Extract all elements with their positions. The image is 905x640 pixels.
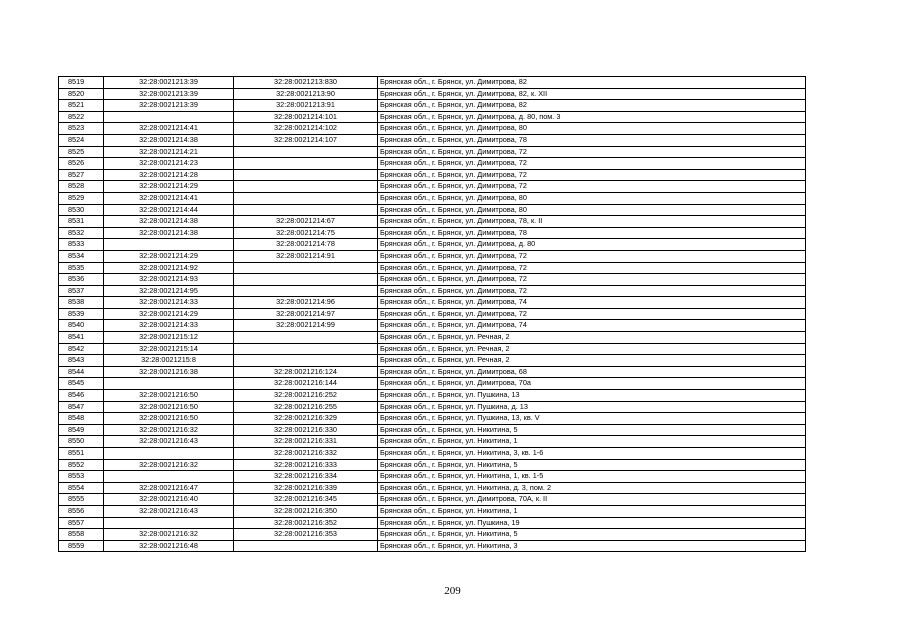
row-number-cell: 8547 xyxy=(59,401,104,413)
registry-table xyxy=(58,76,806,552)
row-number-cell: 8535 xyxy=(59,262,104,274)
address-cell: Брянская обл., г. Брянск, ул. Димитрова, 80 xyxy=(378,204,806,216)
address-cell: Брянская обл., г. Брянск, ул. Димитрова, 70А, к. II xyxy=(378,494,806,506)
row-number-cell: 8529 xyxy=(59,192,104,204)
cadastral-number-cell xyxy=(234,158,378,170)
address-cell: Брянская обл., г. Брянск, ул. Пушкина, 13, кв. V xyxy=(378,413,806,425)
cadastral-number-cell xyxy=(234,181,378,193)
parent-cadastral-number-cell xyxy=(104,448,234,460)
cadastral-number-cell: 32:28:0021216:350 xyxy=(234,505,378,517)
cadastral-number-cell: 32:28:0021216:252 xyxy=(234,390,378,402)
parent-cadastral-number-cell: 32:28:0021214:44 xyxy=(104,204,234,216)
row-number-cell: 8554 xyxy=(59,482,104,494)
table-row xyxy=(59,505,806,517)
address-cell: Брянская обл., г. Брянск, ул. Димитрова, 68 xyxy=(378,366,806,378)
table-row xyxy=(59,158,806,170)
cadastral-number-cell: 32:28:0021216:339 xyxy=(234,482,378,494)
cadastral-number-cell xyxy=(234,332,378,344)
address-cell: Брянская обл., г. Брянск, ул. Димитрова, 82 xyxy=(378,77,806,89)
address-cell: Брянская обл., г. Брянск, ул. Димитрова, 72 xyxy=(378,308,806,320)
cadastral-number-cell xyxy=(234,262,378,274)
address-cell: Брянская обл., г. Брянск, ул. Димитрова, 74 xyxy=(378,320,806,332)
parent-cadastral-number-cell: 32:28:0021214:95 xyxy=(104,285,234,297)
cadastral-number-cell: 32:28:0021214:102 xyxy=(234,123,378,135)
table-row xyxy=(59,308,806,320)
row-number-cell: 8539 xyxy=(59,308,104,320)
row-number-cell: 8549 xyxy=(59,424,104,436)
parent-cadastral-number-cell: 32:28:0021214:28 xyxy=(104,169,234,181)
table-row xyxy=(59,227,806,239)
address-cell: Брянская обл., г. Брянск, ул. Никитина, 1 xyxy=(378,436,806,448)
address-cell: Брянская обл., г. Брянск, ул. Никитина, 5 xyxy=(378,529,806,541)
address-cell: Брянская обл., г. Брянск, ул. Димитрова, д. 80 xyxy=(378,239,806,251)
address-cell: Брянская обл., г. Брянск, ул. Никитина, 5 xyxy=(378,459,806,471)
row-number-cell: 8544 xyxy=(59,366,104,378)
row-number-cell: 8533 xyxy=(59,239,104,251)
row-number-cell: 8531 xyxy=(59,216,104,228)
parent-cadastral-number-cell: 32:28:0021214:33 xyxy=(104,297,234,309)
cadastral-number-cell: 32:28:0021214:75 xyxy=(234,227,378,239)
cadastral-number-cell: 32:28:0021214:101 xyxy=(234,111,378,123)
row-number-cell: 8553 xyxy=(59,471,104,483)
address-cell: Брянская обл., г. Брянск, ул. Димитрова, 82, к. XII xyxy=(378,88,806,100)
address-cell: Брянская обл., г. Брянск, ул. Димитрова, 72 xyxy=(378,285,806,297)
row-number-cell: 8525 xyxy=(59,146,104,158)
registry-table-body xyxy=(59,77,806,552)
table-row xyxy=(59,146,806,158)
parent-cadastral-number-cell: 32:28:0021216:32 xyxy=(104,459,234,471)
row-number-cell: 8521 xyxy=(59,100,104,112)
parent-cadastral-number-cell: 32:28:0021213:39 xyxy=(104,100,234,112)
row-number-cell: 8555 xyxy=(59,494,104,506)
parent-cadastral-number-cell: 32:28:0021216:50 xyxy=(104,413,234,425)
address-cell: Брянская обл., г. Брянск, ул. Димитрова, 70а xyxy=(378,378,806,390)
address-cell: Брянская обл., г. Брянск, ул. Никитина, 5 xyxy=(378,424,806,436)
address-cell: Брянская обл., г. Брянск, ул. Димитрова, 72 xyxy=(378,146,806,158)
parent-cadastral-number-cell xyxy=(104,378,234,390)
address-cell: Брянская обл., г. Брянск, ул. Никитина, 1, кв. 1-5 xyxy=(378,471,806,483)
table-row xyxy=(59,285,806,297)
table-row xyxy=(59,529,806,541)
address-cell: Брянская обл., г. Брянск, ул. Димитрова, д. 80, пом. 3 xyxy=(378,111,806,123)
row-number-cell: 8527 xyxy=(59,169,104,181)
table-row xyxy=(59,401,806,413)
row-number-cell: 8552 xyxy=(59,459,104,471)
address-cell: Брянская обл., г. Брянск, ул. Димитрова, 72 xyxy=(378,250,806,262)
row-number-cell: 8528 xyxy=(59,181,104,193)
address-cell: Брянская обл., г. Брянск, ул. Димитрова, 78, к. II xyxy=(378,216,806,228)
address-cell: Брянская обл., г. Брянск, ул. Никитина, д. 3, пом. 2 xyxy=(378,482,806,494)
parent-cadastral-number-cell: 32:28:0021215:14 xyxy=(104,343,234,355)
address-cell: Брянская обл., г. Брянск, ул. Никитина, 3, кв. 1-6 xyxy=(378,448,806,460)
table-row xyxy=(59,390,806,402)
cadastral-number-cell: 32:28:0021216:124 xyxy=(234,366,378,378)
table-row xyxy=(59,134,806,146)
row-number-cell: 8550 xyxy=(59,436,104,448)
address-cell: Брянская обл., г. Брянск, ул. Пушкина, д. 13 xyxy=(378,401,806,413)
cadastral-number-cell: 32:28:0021214:91 xyxy=(234,250,378,262)
row-number-cell: 8541 xyxy=(59,332,104,344)
table-row xyxy=(59,355,806,367)
row-number-cell: 8534 xyxy=(59,250,104,262)
cadastral-number-cell: 32:28:0021214:99 xyxy=(234,320,378,332)
cadastral-number-cell: 32:28:0021214:107 xyxy=(234,134,378,146)
address-cell: Брянская обл., г. Брянск, ул. Димитрова, 72 xyxy=(378,181,806,193)
cadastral-number-cell: 32:28:0021214:96 xyxy=(234,297,378,309)
address-cell: Брянская обл., г. Брянск, ул. Димитрова, 80 xyxy=(378,123,806,135)
cadastral-number-cell: 32:28:0021216:329 xyxy=(234,413,378,425)
cadastral-number-cell: 32:28:0021216:331 xyxy=(234,436,378,448)
row-number-cell: 8559 xyxy=(59,540,104,552)
row-number-cell: 8532 xyxy=(59,227,104,239)
parent-cadastral-number-cell: 32:28:0021216:50 xyxy=(104,390,234,402)
parent-cadastral-number-cell: 32:28:0021214:21 xyxy=(104,146,234,158)
table-row xyxy=(59,343,806,355)
cadastral-number-cell xyxy=(234,192,378,204)
parent-cadastral-number-cell: 32:28:0021215:8 xyxy=(104,355,234,367)
address-cell: Брянская обл., г. Брянск, ул. Димитрова, 72 xyxy=(378,169,806,181)
cadastral-number-cell: 32:28:0021213:830 xyxy=(234,77,378,89)
address-cell: Брянская обл., г. Брянск, ул. Димитрова, 78 xyxy=(378,134,806,146)
row-number-cell: 8526 xyxy=(59,158,104,170)
parent-cadastral-number-cell: 32:28:0021215:12 xyxy=(104,332,234,344)
table-row xyxy=(59,471,806,483)
row-number-cell: 8536 xyxy=(59,274,104,286)
table-row xyxy=(59,250,806,262)
parent-cadastral-number-cell xyxy=(104,111,234,123)
table-row xyxy=(59,111,806,123)
cadastral-number-cell xyxy=(234,204,378,216)
table-row xyxy=(59,88,806,100)
parent-cadastral-number-cell: 32:28:0021214:38 xyxy=(104,216,234,228)
row-number-cell: 8548 xyxy=(59,413,104,425)
row-number-cell: 8542 xyxy=(59,343,104,355)
table-row xyxy=(59,123,806,135)
cadastral-number-cell: 32:28:0021216:334 xyxy=(234,471,378,483)
cadastral-number-cell: 32:28:0021216:333 xyxy=(234,459,378,471)
parent-cadastral-number-cell: 32:28:0021214:41 xyxy=(104,123,234,135)
table-row xyxy=(59,482,806,494)
cadastral-number-cell: 32:28:0021214:78 xyxy=(234,239,378,251)
parent-cadastral-number-cell: 32:28:0021216:40 xyxy=(104,494,234,506)
parent-cadastral-number-cell: 32:28:0021213:39 xyxy=(104,88,234,100)
cadastral-number-cell: 32:28:0021216:255 xyxy=(234,401,378,413)
cadastral-number-cell xyxy=(234,274,378,286)
page-number: 209 xyxy=(444,585,461,597)
parent-cadastral-number-cell: 32:28:0021214:38 xyxy=(104,134,234,146)
table-row xyxy=(59,192,806,204)
cadastral-number-cell: 32:28:0021213:91 xyxy=(234,100,378,112)
address-cell: Брянская обл., г. Брянск, ул. Пушкина, 13 xyxy=(378,390,806,402)
cadastral-number-cell: 32:28:0021214:97 xyxy=(234,308,378,320)
table-row xyxy=(59,274,806,286)
address-cell: Брянская обл., г. Брянск, ул. Никитина, 3 xyxy=(378,540,806,552)
parent-cadastral-number-cell: 32:28:0021214:38 xyxy=(104,227,234,239)
row-number-cell: 8543 xyxy=(59,355,104,367)
cadastral-number-cell xyxy=(234,343,378,355)
row-number-cell: 8545 xyxy=(59,378,104,390)
parent-cadastral-number-cell: 32:28:0021214:93 xyxy=(104,274,234,286)
parent-cadastral-number-cell: 32:28:0021216:38 xyxy=(104,366,234,378)
table-row xyxy=(59,517,806,529)
address-cell: Брянская обл., г. Брянск, ул. Димитрова, 74 xyxy=(378,297,806,309)
table-row xyxy=(59,436,806,448)
address-cell: Брянская обл., г. Брянск, ул. Речная, 2 xyxy=(378,355,806,367)
parent-cadastral-number-cell: 32:28:0021214:23 xyxy=(104,158,234,170)
address-cell: Брянская обл., г. Брянск, ул. Речная, 2 xyxy=(378,343,806,355)
parent-cadastral-number-cell xyxy=(104,517,234,529)
row-number-cell: 8540 xyxy=(59,320,104,332)
table-row xyxy=(59,169,806,181)
parent-cadastral-number-cell: 32:28:0021216:47 xyxy=(104,482,234,494)
table-row xyxy=(59,216,806,228)
cadastral-number-cell xyxy=(234,285,378,297)
cadastral-number-cell: 32:28:0021216:352 xyxy=(234,517,378,529)
address-cell: Брянская обл., г. Брянск, ул. Речная, 2 xyxy=(378,332,806,344)
parent-cadastral-number-cell: 32:28:0021216:43 xyxy=(104,505,234,517)
row-number-cell: 8530 xyxy=(59,204,104,216)
address-cell: Брянская обл., г. Брянск, ул. Димитрова, 80 xyxy=(378,192,806,204)
row-number-cell: 8557 xyxy=(59,517,104,529)
table-row xyxy=(59,320,806,332)
table-row xyxy=(59,100,806,112)
table-row xyxy=(59,204,806,216)
parent-cadastral-number-cell: 32:28:0021214:41 xyxy=(104,192,234,204)
parent-cadastral-number-cell: 32:28:0021214:29 xyxy=(104,250,234,262)
table-row xyxy=(59,424,806,436)
cadastral-number-cell xyxy=(234,355,378,367)
address-cell: Брянская обл., г. Брянск, ул. Димитрова, 72 xyxy=(378,158,806,170)
cadastral-number-cell xyxy=(234,540,378,552)
parent-cadastral-number-cell xyxy=(104,239,234,251)
parent-cadastral-number-cell: 32:28:0021214:33 xyxy=(104,320,234,332)
address-cell: Брянская обл., г. Брянск, ул. Димитрова, 72 xyxy=(378,274,806,286)
table-row xyxy=(59,181,806,193)
cadastral-number-cell xyxy=(234,169,378,181)
parent-cadastral-number-cell: 32:28:0021216:48 xyxy=(104,540,234,552)
table-row xyxy=(59,77,806,89)
parent-cadastral-number-cell: 32:28:0021213:39 xyxy=(104,77,234,89)
parent-cadastral-number-cell: 32:28:0021216:32 xyxy=(104,424,234,436)
row-number-cell: 8537 xyxy=(59,285,104,297)
address-cell: Брянская обл., г. Брянск, ул. Пушкина, 19 xyxy=(378,517,806,529)
parent-cadastral-number-cell: 32:28:0021216:43 xyxy=(104,436,234,448)
cadastral-number-cell xyxy=(234,146,378,158)
parent-cadastral-number-cell: 32:28:0021216:32 xyxy=(104,529,234,541)
row-number-cell: 8558 xyxy=(59,529,104,541)
parent-cadastral-number-cell: 32:28:0021216:50 xyxy=(104,401,234,413)
parent-cadastral-number-cell: 32:28:0021214:29 xyxy=(104,308,234,320)
parent-cadastral-number-cell: 32:28:0021214:92 xyxy=(104,262,234,274)
parent-cadastral-number-cell xyxy=(104,471,234,483)
table-row xyxy=(59,540,806,552)
address-cell: Брянская обл., г. Брянск, ул. Никитина, 1 xyxy=(378,505,806,517)
cadastral-number-cell: 32:28:0021216:144 xyxy=(234,378,378,390)
row-number-cell: 8524 xyxy=(59,134,104,146)
table-row xyxy=(59,494,806,506)
table-row xyxy=(59,378,806,390)
table-row xyxy=(59,413,806,425)
table-row xyxy=(59,239,806,251)
row-number-cell: 8546 xyxy=(59,390,104,402)
cadastral-number-cell: 32:28:0021216:332 xyxy=(234,448,378,460)
table-row xyxy=(59,366,806,378)
parent-cadastral-number-cell: 32:28:0021214:29 xyxy=(104,181,234,193)
table-row xyxy=(59,297,806,309)
row-number-cell: 8551 xyxy=(59,448,104,460)
row-number-cell: 8556 xyxy=(59,505,104,517)
address-cell: Брянская обл., г. Брянск, ул. Димитрова, 78 xyxy=(378,227,806,239)
cadastral-number-cell: 32:28:0021216:353 xyxy=(234,529,378,541)
table-row xyxy=(59,448,806,460)
address-cell: Брянская обл., г. Брянск, ул. Димитрова, 82 xyxy=(378,100,806,112)
row-number-cell: 8538 xyxy=(59,297,104,309)
row-number-cell: 8522 xyxy=(59,111,104,123)
address-cell: Брянская обл., г. Брянск, ул. Димитрова, 72 xyxy=(378,262,806,274)
table-row xyxy=(59,332,806,344)
row-number-cell: 8519 xyxy=(59,77,104,89)
cadastral-number-cell: 32:28:0021216:345 xyxy=(234,494,378,506)
row-number-cell: 8520 xyxy=(59,88,104,100)
row-number-cell: 8523 xyxy=(59,123,104,135)
table-row xyxy=(59,262,806,274)
table-row xyxy=(59,459,806,471)
cadastral-number-cell: 32:28:0021213:90 xyxy=(234,88,378,100)
cadastral-number-cell: 32:28:0021214:67 xyxy=(234,216,378,228)
cadastral-number-cell: 32:28:0021216:330 xyxy=(234,424,378,436)
